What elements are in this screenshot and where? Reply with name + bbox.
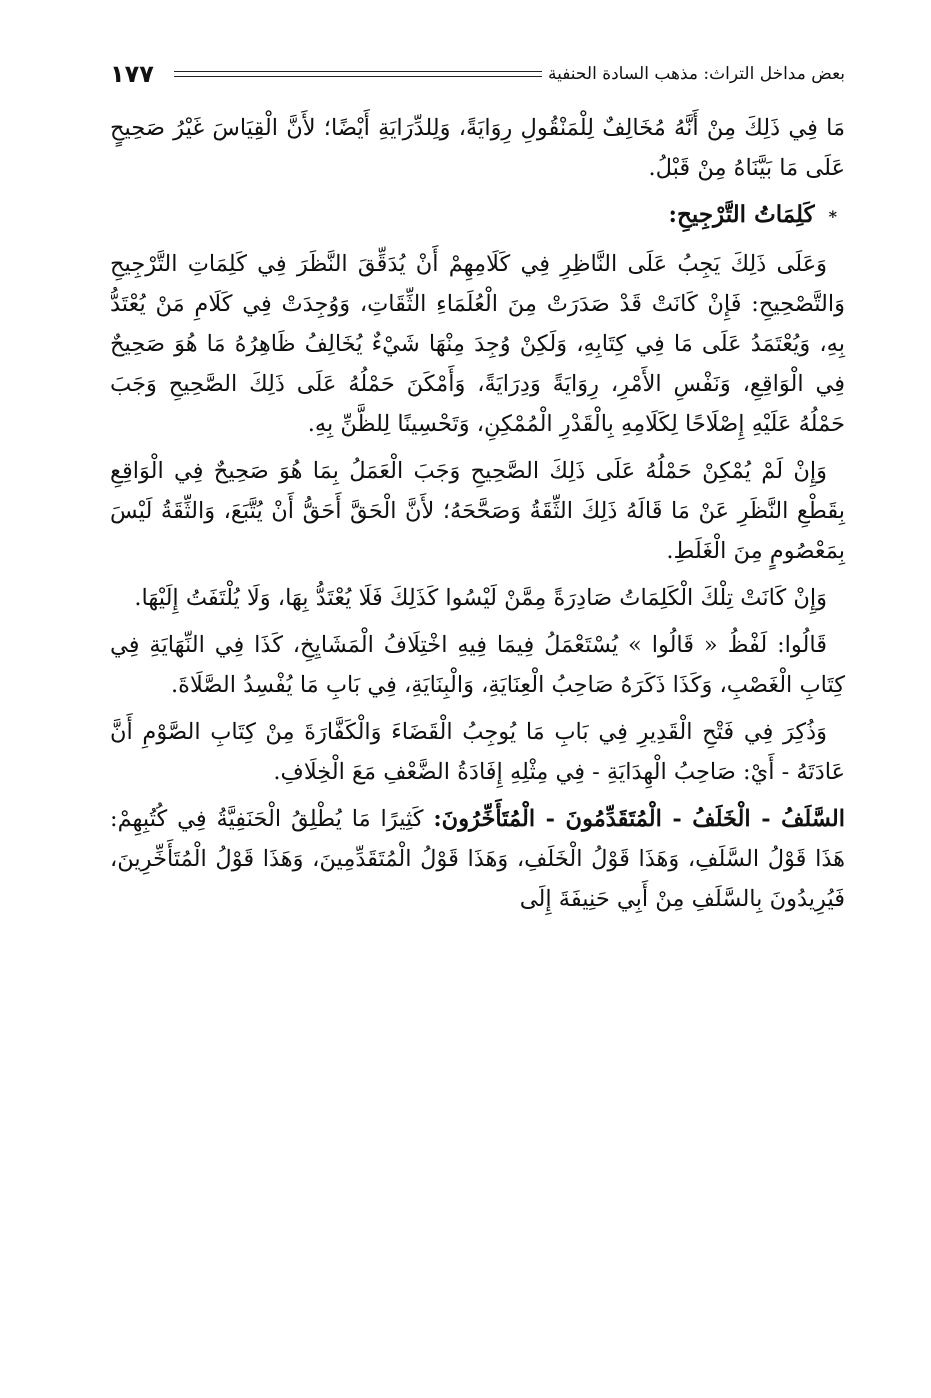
bold-term-lead: السَّلَفُ - الْخَلَفُ - الْمُتَقَدِّمُونَ - الْمُتَأَخِّرُونَ: — [433, 806, 845, 832]
header-rule — [174, 71, 542, 77]
running-head — [110, 56, 845, 92]
paragraph: وَإِنْ كَانَتْ تِلْكَ الْكَلِمَاتُ صَادِرَةً مِمَّنْ لَيْسُوا كَذَلِكَ فَلَا يُعْتَدُّ بِهَا، وَلَا يُلْتَفَتُ إِلَيْهَا. — [134, 585, 827, 611]
section-heading — [110, 195, 845, 237]
paragraph: وَإِنْ لَمْ يُمْكِنْ حَمْلُهُ عَلَى ذَلِكَ الصَّحِيحِ وَجَبَ الْعَمَلُ بِمَا هُوَ صَحِيحٌ فِي الْوَاقِعِ بِقَطْعِ النَّظَرِ عَنْ مَا قَالَهُ ذَلِكَ الثِّقَةُ وَصَحَّحَهُ؛ لأَنَّ الْحَقَّ أَحَقُّ أَنْ يُتَّبَعَ، وَالثِّقَةُ لَيْسَ بِمَعْصُومٍ مِنَ الْغَلَطِ. — [110, 458, 845, 564]
paragraph-terms-text: كَثِيرًا مَا يُطْلِقُ الْحَنَفِيَّةُ فِي كُتُبِهِمْ: هَذَا قَوْلُ السَّلَفِ، وَهَذَا قَوْلُ الْخَلَفِ، وَهَذَا قَوْلُ الْمُتَقَدِّمِينَ، وَهَذَا قَوْلُ الْمُتَأَخِّرِينَ، فَيُرِيدُونَ بِالسَّلَفِ مِنْ أَبِي حَنِيفَةَ إِلَى — [110, 806, 845, 912]
paragraph: وَعَلَى ذَلِكَ يَجِبُ عَلَى النَّاظِرِ فِي كَلَامِهِمْ أَنْ يُدَقِّقَ النَّظَرَ فِي كَلِمَاتِ التَّرْجِيحِ وَالتَّصْحِيحِ: فَإِنْ كَانَتْ قَدْ صَدَرَتْ مِنَ الْعُلَمَاءِ الثِّقَاتِ، وَوُجِدَتْ فِي كَلَامِ مَنْ يُعْتَدُّ بِهِ، وَيُعْتَمَدُ عَلَى مَا فِي كِتَابِهِ، وَلَكِنْ وُجِدَ مِنْهَا شَيْءٌ يُخَالِفُ ظَاهِرُهُ مَا هُوَ صَحِيحٌ فِي الْوَاقِعِ، وَنَفْسِ الأَمْرِ، رِوَايَةً وَدِرَايَةً، وَأَمْكَنَ حَمْلُهُ عَلَى ذَلِكَ الصَّحِيحِ وَجَبَ حَمْلُهُ عَلَيْهِ إِصْلَاحًا لِكَلَامِهِ بِالْقَدْرِ الْمُمْكِنِ، وَتَحْسِينًا لِلظَّنِّ بِهِ. — [110, 251, 845, 437]
paragraph: قَالُوا: لَفْظُ « قَالُوا » يُسْتَعْمَلُ فِيمَا فِيهِ اخْتِلَافُ الْمَشَايِخِ، كَذَا فِي النِّهَايَةِ فِي كِتَابِ الْغَصْبِ، وَكَذَا ذَكَرَهُ صَاحِبُ الْعِنَايَةِ، وَالْبِنَايَةِ، فِي بَابِ مَا يُفْسِدُ الصَّلَاةَ. — [110, 632, 845, 698]
book-page — [110, 56, 845, 1376]
page-number: ١٧٧ — [110, 60, 154, 88]
star-bullet: * — [828, 207, 837, 226]
section-heading-text: كَلِمَاتُ التَّرْجِيحِ: — [668, 201, 815, 228]
page-body — [110, 108, 845, 919]
paragraph: وَذُكِرَ فِي فَتْحِ الْقَدِيرِ فِي بَابِ مَا يُوجِبُ الْقَضَاءَ وَالْكَفَّارَةَ مِنْ كِتَابِ الصَّوْمِ أَنَّ عَادَتَهُ - أَيْ: صَاحِبُ الْهِدَايَةِ - فِي مِثْلِهِ إِفَادَةُ الضَّعْفِ مَعَ الْخِلَافِ. — [110, 719, 845, 785]
paragraph: مَا فِي ذَلِكَ مِنْ أَنَّهُ مُخَالِفٌ لِلْمَنْقُولِ رِوَايَةً، وَلِلدِّرَايَةِ أَيْضًا؛ لأَنَّ الْقِيَاسَ غَيْرُ صَحِيحٍ عَلَى مَا بَيَّنَاهُ مِنْ قَبْلُ. — [110, 115, 845, 181]
paragraph-terms — [110, 799, 845, 919]
running-title: بعض مداخل التراث: مذهب السادة الحنفية — [547, 64, 845, 84]
